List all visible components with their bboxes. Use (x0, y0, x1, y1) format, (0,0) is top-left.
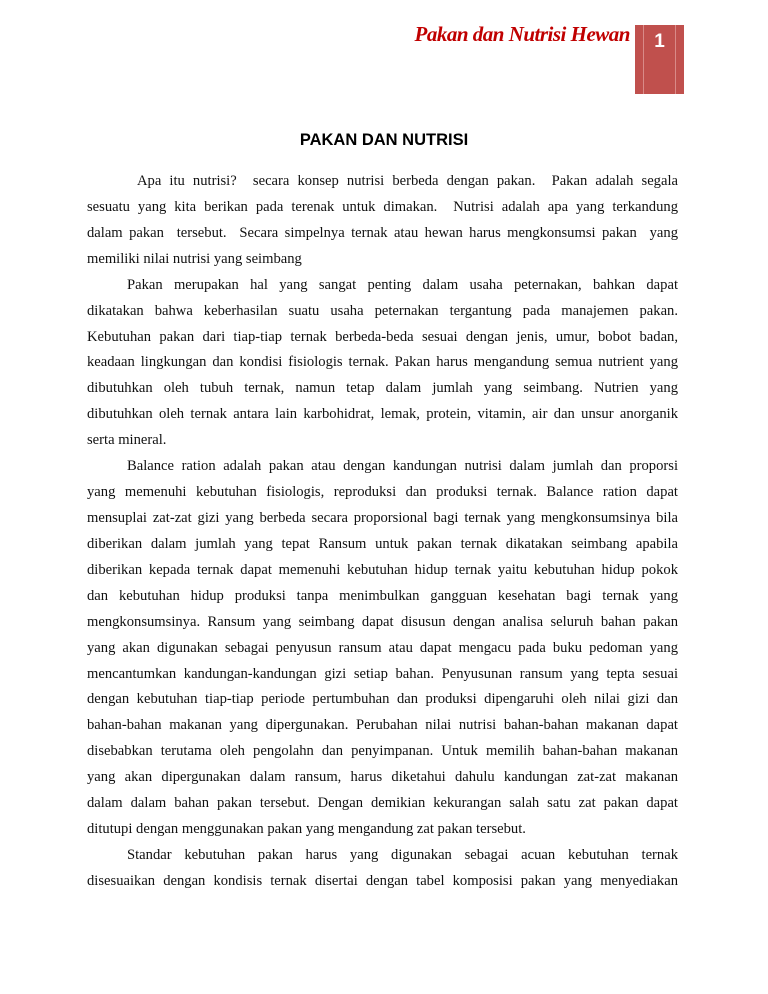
text-line: disebabkan terutama oleh pengolahn dan penyimpanan. Untuk memilih bahan-bahan makanan (87, 743, 678, 760)
text-line: dibutuhkan oleh tubuh ternak, namun tetap dalam jumlah yang seimbang. Nutrien yang (87, 380, 678, 397)
document-body (87, 169, 678, 895)
text-line: keadaan lingkungan dan kondisi fisiologis ternak. Pakan harus mengandung semua nutrient yang (87, 354, 678, 371)
text-line: Balance ration adalah pakan atau dengan kandungan nutrisi dalam jumlah dan proporsi (127, 458, 678, 475)
text-line: serta mineral. (87, 432, 167, 449)
text-line: mensuplai zat-zat gizi yang berbeda secara proporsional bagi ternak yang mengkonsumsinya bila (87, 509, 678, 526)
text-line: dalam pakan tersebut. Secara simpelnya ternak atau hewan harus mengkonsumsi pakan yang (87, 224, 678, 241)
text-line: Pakan merupakan hal yang sangat penting dalam usaha peternakan, bahkan dapat (127, 276, 678, 293)
text-line: dengan kebutuhan tiap-tiap periode pertumbuhan dan produksi dipengaruhi oleh nilai gizi dan (87, 691, 678, 708)
text-line: diberikan kepada ternak dapat memenuhi kebutuhan hidup ternak yaitu kebutuhan hidup pokok (87, 561, 678, 578)
text-line: ditutupi dengan menggunakan pakan yang mengandung zat pakan tersebut. (87, 821, 526, 838)
text-line: diberikan dalam jumlah yang tepat Ransum untuk pakan ternak dikatakan seimbang apabila (87, 535, 678, 552)
text-line: dalam dalam bahan pakan tersebut. Dengan demikian kekurangan salah satu zat pakan dapat (87, 795, 678, 812)
text-line: dikatakan bahwa keberhasilan suatu usaha peternakan tergantung pada manajemen pakan. (87, 302, 678, 319)
paragraph (87, 273, 678, 454)
text-line: bahan-bahan makanan yang dipergunakan. Perubahan nilai nutrisi bahan-bahan makanan dapat (87, 717, 678, 734)
text-line: sesuatu yang kita berikan pada terenak untuk dimakan. Nutrisi adalah apa yang terkandung (87, 198, 678, 215)
text-line: mengkonsumsinya. Ransum yang seimbang dapat disusun dengan analisa seluruh bahan pakan (87, 613, 678, 630)
text-line: Apa itu nutrisi? secara konsep nutrisi berbeda dengan pakan. Pakan adalah segala (137, 173, 678, 189)
paragraph (87, 169, 678, 273)
document-title: PAKAN DAN NUTRISI (299, 131, 469, 149)
page-number-box (635, 25, 684, 94)
running-title: Pakan dan Nutrisi Hewan (414, 22, 630, 46)
paragraph (87, 454, 678, 843)
text-line: Standar kebutuhan pakan harus yang digunakan sebagai acuan kebutuhan ternak (127, 846, 678, 863)
text-line: Kebutuhan pakan dari tiap-tiap ternak berbeda-beda sesuai dengan jenis, umur, bobot badan, (87, 328, 678, 345)
paragraph (87, 843, 678, 895)
text-line: memiliki nilai nutrisi yang seimbang (87, 250, 302, 267)
text-line: yang akan digunakan sebagai penyusun ransum atau dapat mengacu pada buku pedoman yang (87, 639, 678, 656)
text-line: mencantumkan kandungan-kandungan gizi setiap bahan. Penyusunan ransum yang tepta sesuai (87, 665, 678, 682)
text-line: yang memenuhi kebutuhan fisiologis, reproduksi dan produksi ternak. Balance ration dapat (87, 484, 678, 501)
text-line: dibutuhkan oleh ternak antara lain karbohidrat, lemak, protein, vitamin, air dan unsur anorganik (87, 406, 678, 423)
text-line: disesuaikan dengan kondisis ternak disertai dengan tabel komposisi pakan yang menyediakan (87, 872, 678, 889)
text-line: dan kebutuhan hidup produksi tanpa menimbulkan gangguan kesehatan bagi ternak yang (87, 587, 678, 604)
text-line: yang akan dipergunakan dalam ransum, harus diketahui dahulu kandungan zat-zat makanan (87, 769, 678, 786)
page-number: 1 (654, 31, 665, 52)
